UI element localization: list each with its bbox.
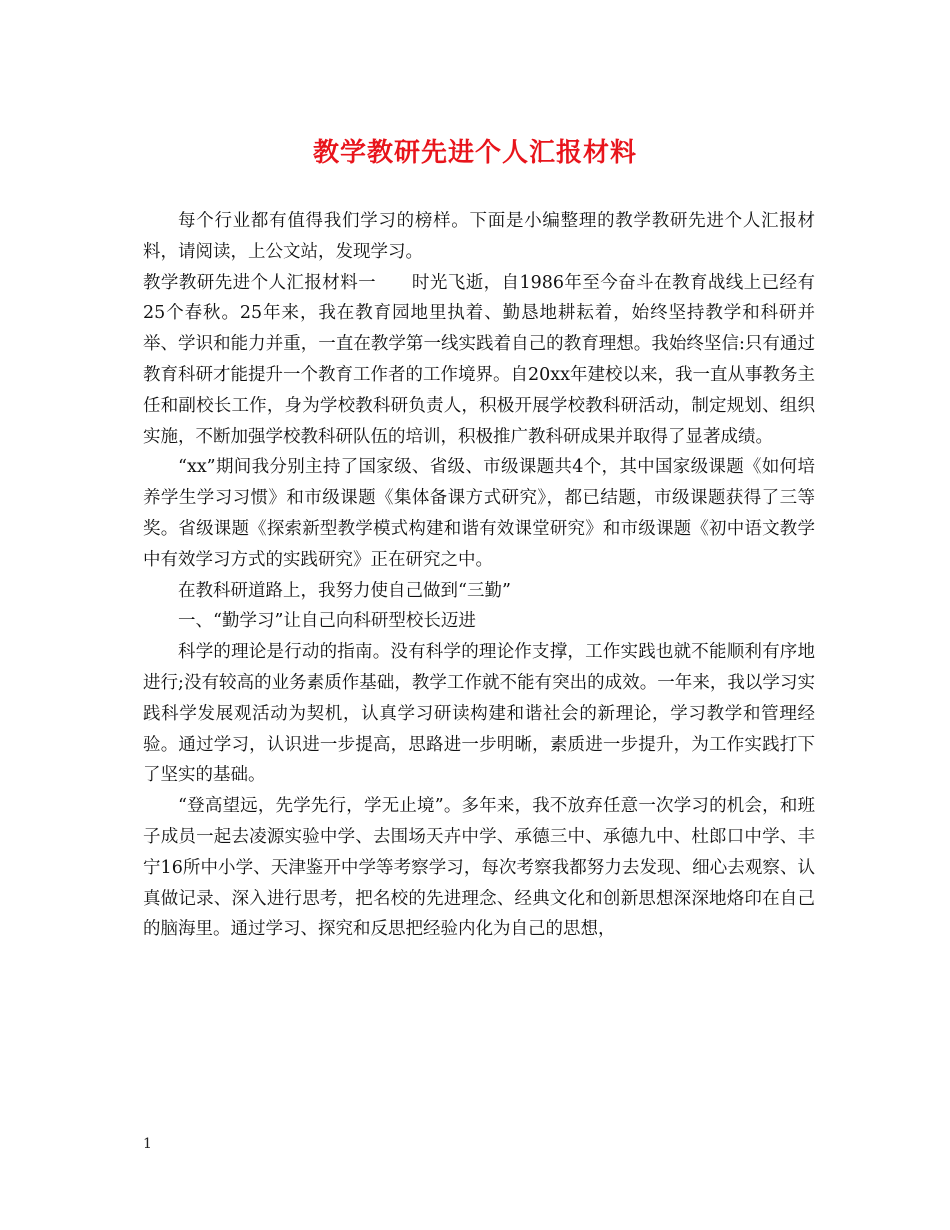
theory-paragraph: 科学的理论是行动的指南。没有科学的理论作支撑，工作实践也就不能顺利有序地进行;没有较高的业务素质作基础，教学工作就不能有突出的成效。一年来，我以学习实践科学发展观活动为契机，认真学习研读构建和谐社会的新理论，学习教学和管理经验。通过学习，认识进一步提高，思路进一步明晰，素质进一步提升，为工作实践打下了坚实的基础。 (143, 642, 815, 786)
study-visits-paragraph: “登高望远，先学先行，学无止境”。多年来，我不放弃任意一次学习的机会，和班子成员一起去凌源实验中学、去围场天卉中学、承德三中、承德九中、杜郎口中学、丰宁16所中小学、天津鉴开中学等考察学习，每次考察我都努力去发现、细心去观察、认真做记录、深入进行思考，把名校的先进理念、经典文化和创新思想深深地烙印在自己的脑海里。通过学习、探究和反思把经验内化为自己的思想， (143, 796, 815, 940)
document-title: 教学教研先进个人汇报材料 (312, 138, 637, 168)
research-projects-paragraph: “xx”期间我分别主持了国家级、省级、市级课题共4个，其中国家级课题《如何培养学生学习习惯》和市级课题《集体备课方式研究》，都已结题，市级课题获得了三等奖。省级课题《探索新型教学模式构建和谐有效课堂研究》和市级课题《初中语文教学中有效学习方式的实践研究》正在研究之中。 (143, 457, 815, 570)
intro-paragraph: 每个行业都有值得我们学习的榜样。下面是小编整理的教学教研先进个人汇报材料，请阅读，上公文站，发现学习。 (143, 211, 815, 262)
three-diligence-intro: 在教科研道路上，我努力使自己做到“三勤” (178, 580, 511, 601)
report-opening-paragraph: 教学教研先进个人汇报材料一 时光飞逝，自1986年至今奋斗在教育战线上已经有25个春秋。25年来，我在教育园地里执着、勤恳地耕耘着，始终坚持教学和科研并举、学识和能力并重，一直在教学第一线实践着自己的教育理想。我始终坚信:只有通过教育科研才能提升一个教育工作者的工作境界。自20xx年建校以来，我一直从事教务主任和副校长工作，身为学校教科研负责人，积极开展学校教科研活动，制定规划、组织实施，不断加强学校教科研队伍的培训，积极推广教科研成果并取得了显著成绩。 (143, 272, 816, 447)
page-number: 1 (143, 1136, 152, 1152)
document-body (143, 206, 815, 945)
section-heading-study: 一、“勤学习”让自己向科研型校长迈进 (178, 611, 476, 632)
